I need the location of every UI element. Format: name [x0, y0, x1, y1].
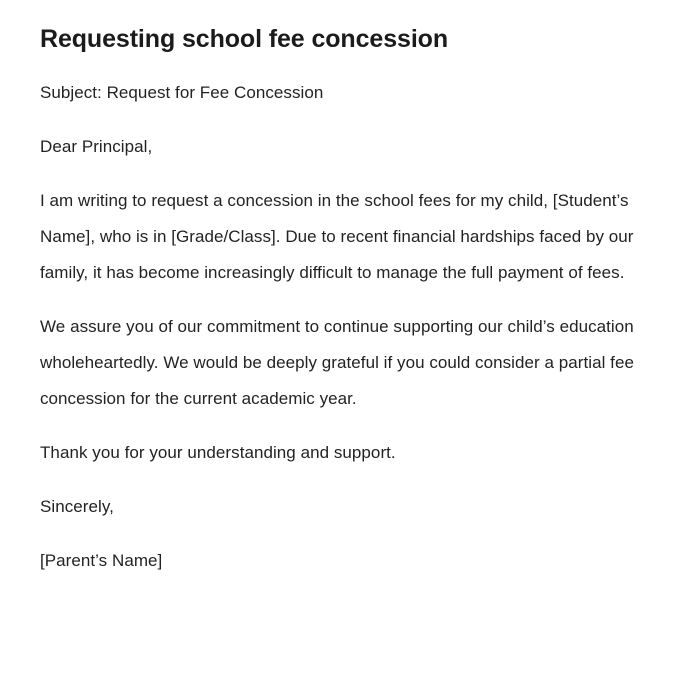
body-paragraph-2: We assure you of our commitment to continue supporting our child’s education wholeheartedly. We would be deeply grateful if you could consider a partial fee concession for the current academic year.	[40, 317, 634, 408]
paragraph-spacer	[40, 417, 640, 435]
paragraph-spacer	[40, 165, 640, 183]
sign-off: Sincerely,	[40, 497, 114, 516]
paragraph-spacer	[40, 111, 640, 129]
signature-name: [Parent’s Name]	[40, 551, 163, 570]
paragraph-spacer	[40, 291, 640, 309]
subject-line: Subject: Request for Fee Concession	[40, 83, 324, 102]
body-paragraph-1: I am writing to request a concession in the school fees for my child, [Student’s Name], who is in [Grade/Class]. Due to recent financial hardships faced by our family, it has become increasingly difficult to manage the full payment of fees.	[40, 191, 634, 282]
salutation: Dear Principal,	[40, 137, 153, 156]
page-title: Requesting school fee concession	[40, 25, 449, 53]
title-spacer	[40, 56, 640, 75]
paragraph-spacer	[40, 471, 640, 489]
paragraph-spacer	[40, 525, 640, 543]
closing-thanks: Thank you for your understanding and support.	[40, 443, 396, 462]
